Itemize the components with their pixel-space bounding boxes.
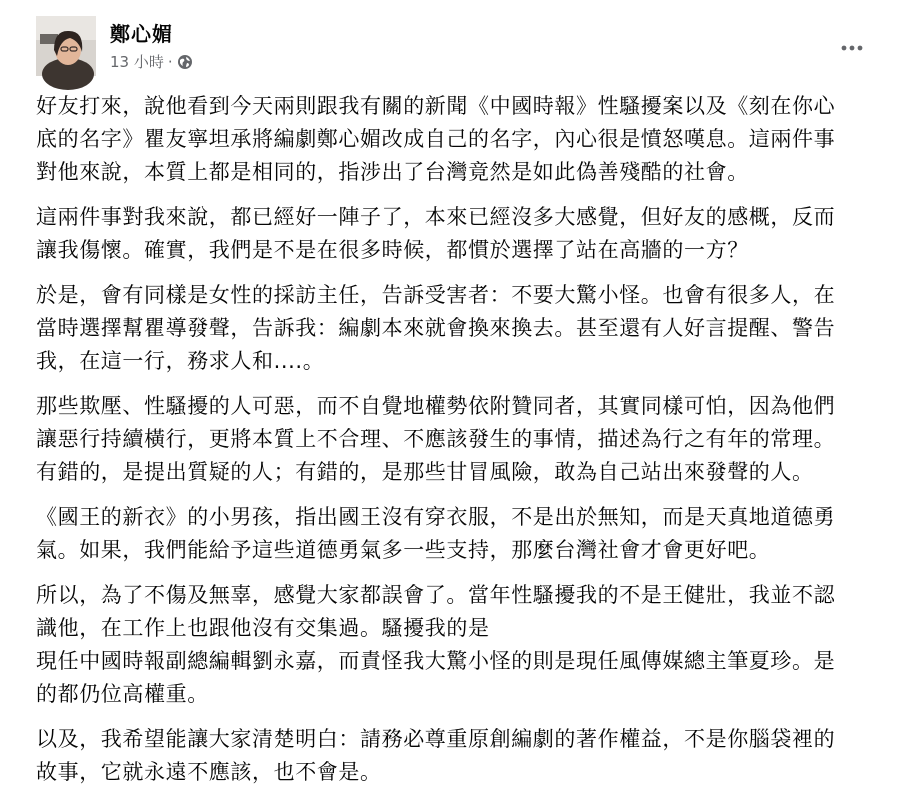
more-options-icon[interactable] bbox=[832, 28, 872, 68]
paragraph-line: 對他來說，本質上都是相同的，指涉出了台灣竟然是如此偽善殘酷的社會。 bbox=[36, 160, 749, 184]
paragraph-line: 這兩件事對我來說，都已經好一陣子了，本來已經沒多大感覺，但好友的感概，反而 bbox=[36, 205, 836, 229]
paragraph-line: 現任中國時報副總編輯劉永嘉，而責怪我大驚小怪的則是現任風傳媒總主筆夏珍。是 bbox=[36, 649, 836, 673]
paragraph-line: 故事，它就永遠不應該，也不會是。 bbox=[36, 760, 382, 784]
paragraph-line: 氣。如果，我們能給予這些道德勇氣多一些支持，那麼台灣社會才會更好吧。 bbox=[36, 538, 771, 562]
post-header bbox=[36, 14, 912, 78]
paragraph-line: 以及，我希望能讓大家清楚明白：請務必尊重原創編劇的著作權益，不是你腦袋裡的 bbox=[36, 727, 836, 751]
post-body bbox=[36, 90, 886, 801]
paragraph-line: 識他，在工作上也跟他沒有交集過。騷擾我的是 bbox=[36, 616, 490, 640]
globe-icon[interactable] bbox=[177, 54, 193, 70]
post-paragraph bbox=[36, 723, 886, 789]
paragraph-line: 讓惡行持續橫行，更將本質上不合理、不應該發生的事情，描述為行之有年的常理。 bbox=[36, 427, 836, 451]
paragraph-line: 的都仍位高權重。 bbox=[36, 682, 209, 706]
post-paragraph bbox=[36, 201, 886, 267]
post-paragraph bbox=[36, 279, 886, 378]
meta-separator: · bbox=[167, 52, 173, 71]
paragraph-line: 有錯的，是提出質疑的人；有錯的，是那些甘冒風險，敢為自己站出來發聲的人。 bbox=[36, 460, 814, 484]
paragraph-line: 於是，會有同樣是女性的採訪主任，告訴受害者：不要大驚小怪。也會有很多人，在 bbox=[36, 283, 836, 307]
paragraph-line: 底的名字》瞿友寧坦承將編劇鄭心媚改成自己的名字，內心很是憤怒嘆息。這兩件事 bbox=[36, 127, 836, 151]
paragraph-line: 那些欺壓、性騷擾的人可惡，而不自覺地權勢依附贊同者，其實同樣可怕，因為他們 bbox=[36, 394, 836, 418]
paragraph-line: 讓我傷懷。確實，我們是不是在很多時候，都慣於選擇了站在高牆的一方？ bbox=[36, 238, 749, 262]
author-avatar[interactable] bbox=[36, 16, 96, 76]
post-paragraph bbox=[36, 390, 886, 489]
post-paragraph bbox=[36, 501, 886, 567]
paragraph-line: 《國王的新衣》的小男孩，指出國王沒有穿衣服，不是出於無知，而是天真地道德勇 bbox=[36, 505, 836, 529]
post-paragraph bbox=[36, 579, 886, 711]
paragraph-line: 我，在這一行，務求人和....。 bbox=[36, 349, 325, 373]
post-timestamp[interactable]: 13 小時 bbox=[110, 53, 164, 71]
post-meta bbox=[110, 51, 193, 72]
paragraph-line: 所以，為了不傷及無辜，感覺大家都誤會了。當年性騷擾我的不是王健壯，我並不認 bbox=[36, 583, 836, 607]
avatar-photo bbox=[36, 16, 96, 76]
author-name[interactable]: 鄭心媚 bbox=[110, 22, 173, 46]
post-paragraph bbox=[36, 90, 886, 189]
paragraph-line: 當時選擇幫瞿導發聲，告訴我：編劇本來就會換來換去。甚至還有人好言提醒、警告 bbox=[36, 316, 836, 340]
paragraph-line: 好友打來，說他看到今天兩則跟我有關的新聞《中國時報》性騷擾案以及《刻在你心 bbox=[36, 94, 836, 118]
